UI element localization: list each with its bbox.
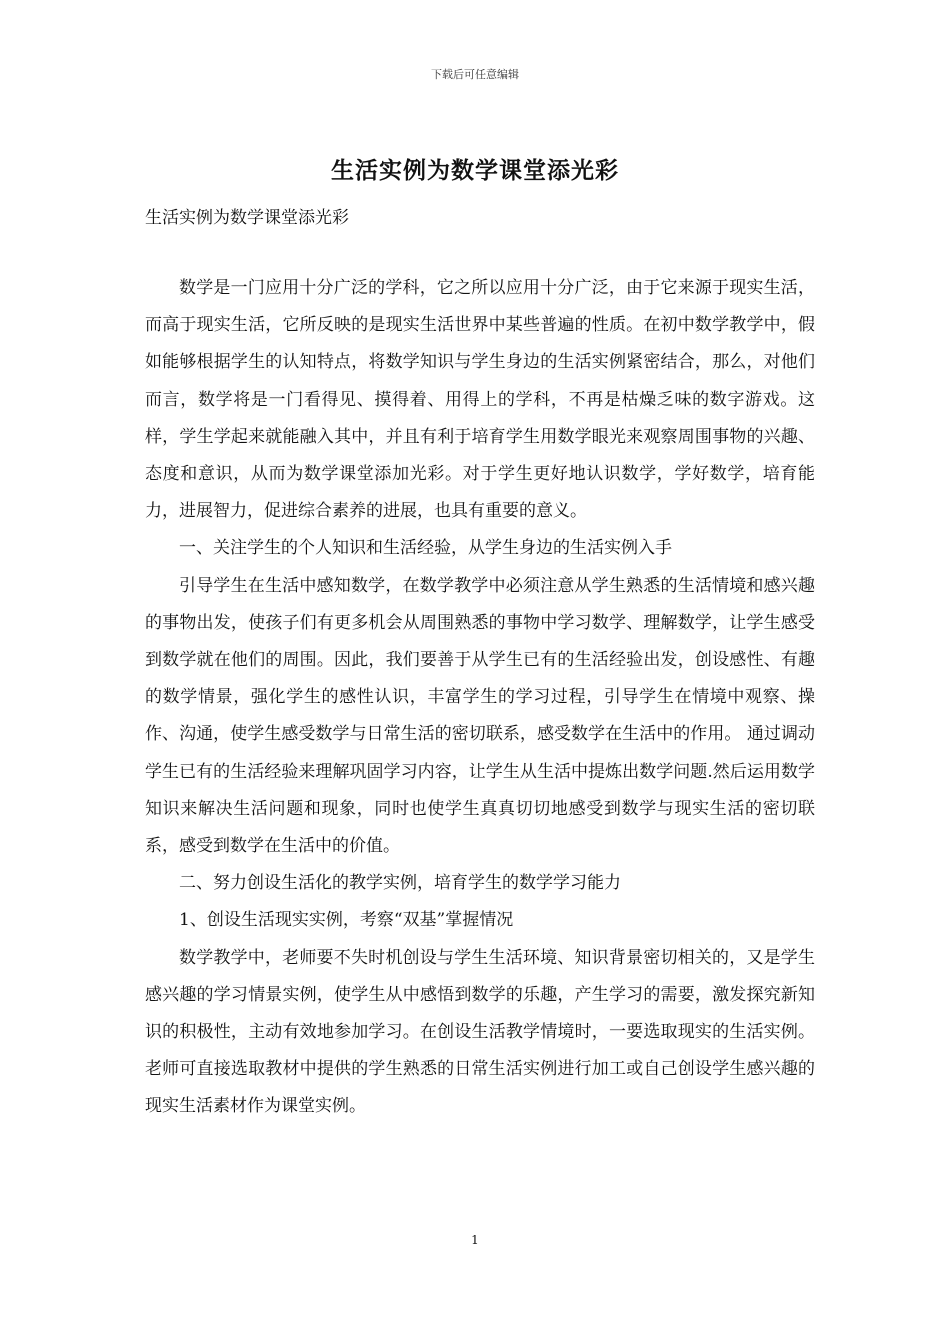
section-heading-2: 二、努力创设生活化的教学实例，培育学生的数学学习能力 <box>179 873 621 894</box>
paragraph-section-1: 引导学生在生活中感知数学，在数学教学中必须注意从学生熟悉的生活情境和感兴趣的事物出发，使孩子们有更多机会从周围熟悉的事物中学习数学、理解数学，让学生感受到数学就在他们的周围。因此，我们要善于从学生已有的生活经验出发，创设感性、有趣的数学情景，强化学生的感性认识，丰富学生的学习过程，引导学生在情境中观察、操作、沟通，使学生感受数学与日常生活的密切联系，感受数学在生活中的作用。 通过调动学生已有的生活经验来理解巩固学习内容，让学生从生活中提炼出数学问题.然后运用数学知识来解决生活问题和现象，同时也使学生真真切切地感受到数学与现实生活的密切联系，感受到数学在生活中的价值。 <box>145 575 815 857</box>
document-title: 生活实例为数学课堂添光彩 <box>331 157 619 184</box>
document-body <box>145 270 815 1126</box>
page-number: 1 <box>471 1233 479 1247</box>
section-heading-1: 一、关注学生的个人知识和生活经验，从学生身边的生活实例入手 <box>179 538 672 559</box>
header-note: 下载后可任意编辑 <box>431 68 519 81</box>
paragraph-subsection-1: 数学教学中，老师要不失时机创设与学生生活环境、知识背景密切相关的，又是学生感兴趣的学习情景实例，使学生从中感悟到数学的乐趣，产生学习的需要，激发探究新知识的积极性，主动有效地参加学习。在创设生活教学情境时，一要选取现实的生活实例。老师可直接选取教材中提供的学生熟悉的日常生活实例进行加工或自己创设学生感兴趣的现实生活素材作为课堂实例。 <box>145 947 815 1117</box>
paragraph-intro: 数学是一门应用十分广泛的学科，它之所以应用十分广泛，由于它来源于现实生活，而高于现实生活，它所反映的是现实生活世界中某些普遍的性质。在初中数学教学中，假如能够根据学生的认知特点，将数学知识与学生身边的生活实例紧密结合，那么，对他们而言，数学将是一门看得见、摸得着、用得上的学科，不再是枯燥乏味的数字游戏。这样，学生学起来就能融入其中，并且有利于培育学生用数学眼光来观察周围事物的兴趣、态度和意识，从而为数学课堂添加光彩。对于学生更好地认识数学，学好数学，培育能力，进展智力，促进综合素养的进展，也具有重要的意义。 <box>145 278 815 522</box>
document-subtitle: 生活实例为数学课堂添光彩 <box>145 208 349 228</box>
subsection-heading-1: 1、创设生活现实实例，考察“双基”掌握情况 <box>179 910 514 931</box>
